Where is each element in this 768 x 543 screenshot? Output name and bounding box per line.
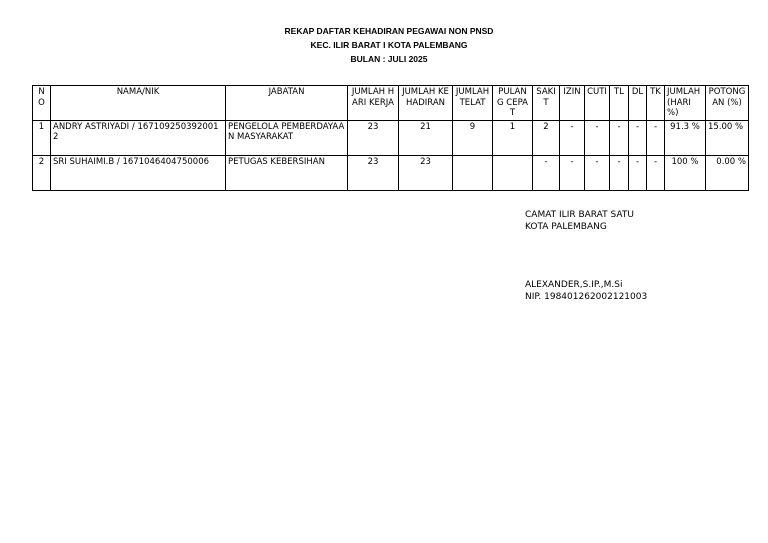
cell-kehadiran: 23 bbox=[399, 155, 453, 190]
cell-sakit: - bbox=[533, 155, 560, 190]
column-header: JUMLAH HARI KERJA bbox=[348, 86, 399, 121]
report-title: REKAP DAFTAR KEHADIRAN PEGAWAI NON PNSD bbox=[284, 26, 494, 36]
cell-tl: - bbox=[610, 120, 629, 155]
column-header: SAKIT bbox=[533, 86, 560, 121]
attendance-table bbox=[32, 85, 749, 191]
report-subtitle: KEC. ILIR BARAT I KOTA PALEMBANG bbox=[310, 40, 468, 50]
cell-potongan: 15.00 % bbox=[706, 120, 749, 155]
column-header: JUMLAH KEHADIRAN bbox=[399, 86, 453, 121]
table-header-row bbox=[33, 86, 749, 121]
column-header: JUMLAH TELAT bbox=[453, 86, 493, 121]
cell-tk: - bbox=[647, 120, 665, 155]
cell-hari-kerja: 23 bbox=[348, 120, 399, 155]
signature-office bbox=[525, 209, 634, 233]
report-period: BULAN : JULI 2025 bbox=[350, 54, 428, 64]
signature-office-line1: CAMAT ILIR BARAT SATU bbox=[525, 210, 634, 220]
cell-jumlah: 100 % bbox=[665, 155, 706, 190]
cell-cuti: - bbox=[585, 155, 610, 190]
cell-dl: - bbox=[629, 155, 647, 190]
cell-no: 2 bbox=[33, 155, 51, 190]
cell-nama-nik: ANDRY ASTRIYADI / 1671092503920012 bbox=[51, 120, 226, 155]
report-title-block bbox=[0, 24, 768, 66]
cell-hari-kerja: 23 bbox=[348, 155, 399, 190]
column-header: DL bbox=[629, 86, 647, 121]
cell-pulang-cepat bbox=[493, 155, 533, 190]
column-header: IZIN bbox=[560, 86, 585, 121]
column-header: POTONGAN (%) bbox=[706, 86, 749, 121]
cell-jabatan: PENGELOLA PEMBERDAYAAN MASYARAKAT bbox=[226, 120, 348, 155]
cell-no: 1 bbox=[33, 120, 51, 155]
column-header: TK bbox=[647, 86, 665, 121]
column-header: PULANG CEPAT bbox=[493, 86, 533, 121]
cell-dl: - bbox=[629, 120, 647, 155]
table-row bbox=[33, 120, 749, 155]
cell-izin: - bbox=[560, 120, 585, 155]
cell-nama-nik: SRI SUHAIMI.B / 1671046404750006 bbox=[51, 155, 226, 190]
cell-tk: - bbox=[647, 155, 665, 190]
signature-office-line2: KOTA PALEMBANG bbox=[525, 222, 607, 232]
cell-jumlah: 91.3 % bbox=[665, 120, 706, 155]
column-header: JABATAN bbox=[226, 86, 348, 121]
signature-nip: NIP. 198401262002121003 bbox=[525, 292, 648, 302]
column-header: TL bbox=[610, 86, 629, 121]
signature-official bbox=[525, 279, 647, 303]
column-header: NAMA/NIK bbox=[51, 86, 226, 121]
cell-jabatan: PETUGAS KEBERSIHAN bbox=[226, 155, 348, 190]
cell-pulang-cepat: 1 bbox=[493, 120, 533, 155]
column-header: NO bbox=[33, 86, 51, 121]
table-row bbox=[33, 155, 749, 190]
cell-cuti: - bbox=[585, 120, 610, 155]
column-header: JUMLAH (HARI %) bbox=[665, 86, 706, 121]
cell-kehadiran: 21 bbox=[399, 120, 453, 155]
cell-potongan: 0.00 % bbox=[706, 155, 749, 190]
signature-name: ALEXANDER,S.IP.,M.Si bbox=[525, 280, 623, 290]
cell-tl: - bbox=[610, 155, 629, 190]
cell-telat: 9 bbox=[453, 120, 493, 155]
cell-telat bbox=[453, 155, 493, 190]
cell-izin: - bbox=[560, 155, 585, 190]
column-header: CUTI bbox=[585, 86, 610, 121]
cell-sakit: 2 bbox=[533, 120, 560, 155]
